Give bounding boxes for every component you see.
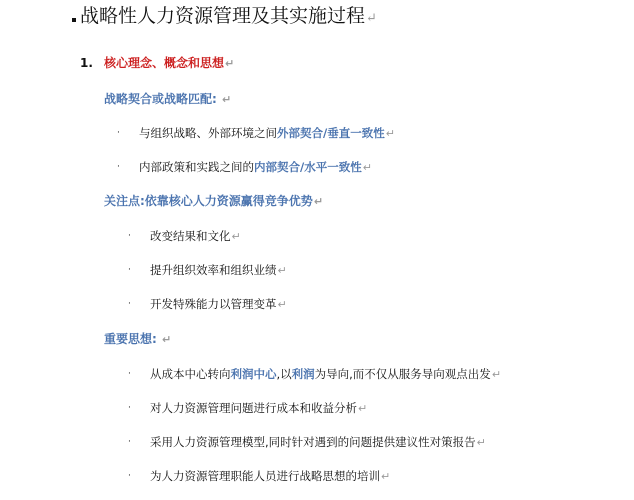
heading-key-ideas-text: 重要思想: [104, 332, 157, 346]
paragraph-mark-icon: ↵ [366, 11, 377, 26]
list-item-highlight: 利润中心 [230, 367, 277, 381]
list-item-highlight: 利润 [291, 367, 315, 381]
bullet-dot-icon: · [117, 128, 120, 138]
list-item-text: 提升组织效率和组织业绩 [150, 263, 277, 277]
list-item-text: 为导向,而不仅从服务导向观点出发 [314, 367, 491, 381]
list-item-highlight: 外部契合/垂直一致性 [277, 126, 385, 140]
bullet-dot-icon: · [128, 265, 131, 275]
list-item-text: 为人力资源管理职能人员进行战略思想的培训 [150, 469, 380, 483]
section-title [104, 55, 234, 72]
paragraph-mark-icon: ↵ [385, 127, 395, 140]
list-item [139, 159, 372, 176]
heading-strategic-fit-text: 战略契合或战略匹配: [104, 92, 217, 106]
list-item [150, 366, 501, 383]
list-item [150, 400, 367, 417]
bullet-dot-icon: · [128, 231, 131, 241]
paragraph-mark-icon: ↵ [277, 298, 287, 311]
heading-key-ideas [104, 331, 171, 348]
list-item-text: 开发特殊能力以管理变革 [150, 297, 277, 311]
list-item-text: 与组织战略、外部环境之间 [139, 126, 277, 140]
list-item-text: 改变结果和文化 [150, 229, 231, 243]
list-item [150, 296, 287, 313]
bullet-dot-icon: · [128, 437, 131, 447]
section-title-text: 核心理念、概念和思想 [104, 56, 225, 70]
bullet-dot-icon: · [128, 369, 131, 379]
paragraph-mark-icon: ↵ [476, 436, 486, 449]
document-title-text: 战略性人力资源管理及其实施过程 [80, 5, 366, 27]
document-title [80, 3, 377, 32]
list-item-text: 从成本中心转向 [150, 367, 231, 381]
list-item [139, 125, 395, 142]
bullet-dot-icon: · [128, 471, 131, 481]
title-bullet-marker [72, 18, 76, 22]
paragraph-mark-icon: ↵ [313, 195, 324, 208]
heading-strategic-fit [104, 91, 231, 108]
list-item-text: 采用人力资源管理模型,同时针对遇到的问题提供建议性对策报告 [150, 435, 476, 449]
paragraph-mark-icon: ↵ [358, 402, 368, 415]
bullet-dot-icon: · [128, 403, 131, 413]
list-item [150, 434, 486, 451]
paragraph-mark-icon: ↵ [277, 264, 287, 277]
heading-focus-text: 关注点:依靠核心人力资源赢得竞争优势 [104, 194, 313, 208]
paragraph-mark-icon: ↵ [222, 93, 232, 106]
paragraph-mark-icon: ↵ [225, 57, 235, 70]
paragraph-mark-icon: ↵ [381, 470, 391, 483]
section-number: 1. [80, 56, 93, 70]
list-item-highlight: 内部契合/水平一致性 [254, 160, 362, 174]
paragraph-mark-icon: ↵ [231, 230, 241, 243]
list-item [150, 262, 287, 279]
paragraph-mark-icon: ↵ [162, 333, 172, 346]
list-item [150, 468, 390, 485]
list-item-text: 内部政策和实践之间的 [139, 160, 254, 174]
paragraph-mark-icon: ↵ [362, 161, 372, 174]
list-item-text: 对人力资源管理问题进行成本和收益分析 [150, 401, 357, 415]
bullet-dot-icon: · [117, 162, 120, 172]
paragraph-mark-icon: ↵ [491, 368, 502, 381]
list-item-text: ,以 [276, 367, 292, 381]
list-item [150, 228, 241, 245]
heading-focus [104, 193, 323, 210]
bullet-dot-icon: · [128, 299, 131, 309]
